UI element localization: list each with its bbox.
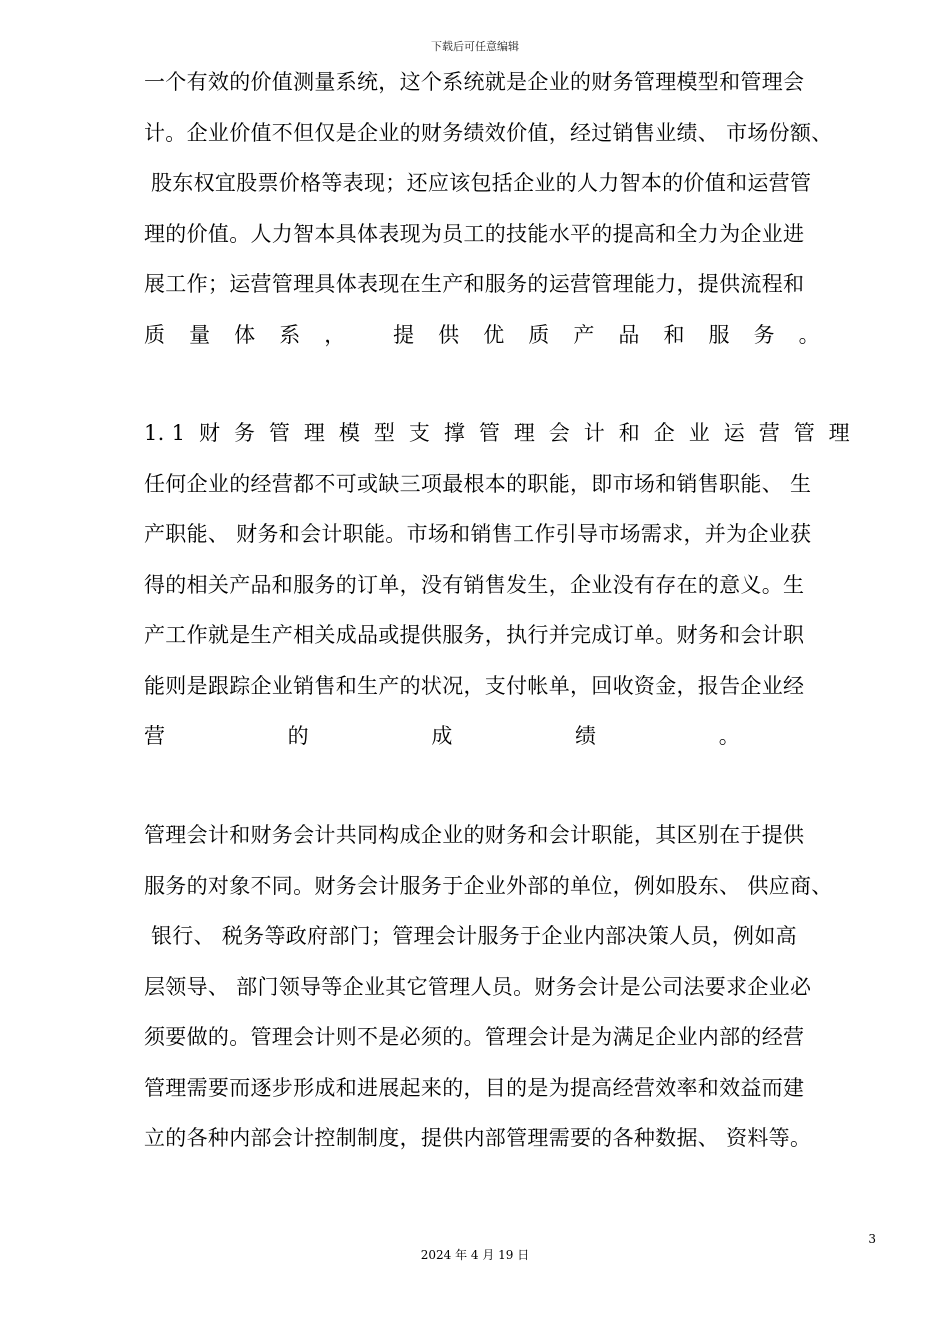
text-line: 一个有效的价值测量系统，这个系统就是企业的财务管理模型和管理会 — [144, 70, 805, 94]
text-line: 得的相关产品和服务的订单，没有销售发生，企业没有存在的意义。生 — [144, 572, 805, 597]
text-line: 层领导、 部门领导等企业其它管理人员。财务会计是公司法要求企业必 — [144, 974, 812, 999]
char: 营 — [144, 724, 166, 748]
text-line: 立的各种内部会计控制制度，提供内部管理需要的各种数据、 资料等。 — [144, 1126, 812, 1150]
text-line: 管理会计和财务会计共同构成企业的财务和会计职能，其区别在于提供 — [144, 823, 805, 847]
heading-char: 营 — [758, 421, 781, 445]
heading-char: 理 — [303, 421, 326, 445]
page-number: 3 — [868, 1232, 876, 1246]
char: 体 — [234, 322, 256, 347]
heading-char: 业 — [688, 421, 711, 445]
heading-char: 撑 — [443, 421, 466, 445]
text-line: 理的价值。人力智本具体表现为员工的技能水平的提高和全力为企业进 — [144, 221, 805, 246]
char: 品 — [618, 322, 640, 347]
heading-char: 运 — [723, 421, 746, 445]
char: 优 — [483, 322, 505, 347]
char: 的 — [287, 724, 309, 748]
paragraph-value-measurement — [144, 57, 888, 360]
text-line: 展工作；运营管理具体表现在生产和服务的运营管理能力，提供流程和 — [144, 272, 805, 296]
char: 产 — [573, 322, 595, 347]
text-line: 任何企业的经营都不可或缺三项最根本的职能，即市场和销售职能、 生 — [144, 471, 812, 496]
char: 绩 — [575, 724, 597, 748]
heading-char: 务 — [233, 421, 256, 445]
char: 质 — [528, 322, 550, 347]
section-heading — [144, 408, 850, 459]
char: 和 — [663, 322, 685, 347]
char: 质 — [144, 322, 166, 347]
text-line-spread — [144, 310, 820, 361]
char: 成 — [431, 724, 453, 748]
page-header: 下载后可任意编辑 — [431, 40, 519, 53]
text-line-spread — [144, 711, 740, 762]
heading-char: 理 — [513, 421, 536, 445]
text-line: 计。企业价值不但仅是企业的财务绩效价值，经过销售业绩、 市场份额、 — [144, 120, 833, 145]
heading-char: 计 — [583, 421, 606, 445]
text-line: 银行、 税务等政府部门；管理会计服务于企业内部决策人员，例如高 — [144, 924, 797, 948]
heading-char: 企 — [653, 421, 676, 445]
heading-char: 型 — [373, 421, 396, 445]
char: 系 — [279, 322, 301, 347]
heading-char: 管 — [793, 421, 815, 445]
text-line: 产职能、 财务和会计职能。市场和销售工作引导市场需求，并为企业获 — [144, 522, 812, 546]
char: 提 — [393, 322, 415, 347]
char: 。 — [718, 724, 740, 748]
heading-char: 和 — [618, 421, 641, 445]
heading-char: 管 — [478, 421, 501, 445]
heading-char: 会 — [548, 421, 571, 445]
section-number: 1. 1 — [144, 421, 186, 445]
text-line: 股东权宜股票价格等表现；还应该包括企业的人力智本的价值和运营管 — [144, 171, 812, 195]
section-1-1 — [144, 408, 888, 762]
page-footer-date: 2024 年 4 月 19 日 — [420, 1248, 530, 1262]
heading-char: 财 — [198, 421, 221, 445]
heading-char: 模 — [338, 421, 361, 445]
heading-char: 管 — [268, 421, 291, 445]
text-line: 须要做的。管理会计则不是必须的。管理会计是为满足企业内部的经营 — [144, 1025, 805, 1049]
char: ， — [324, 322, 346, 347]
text-line: 产工作就是生产相关成品或提供服务，执行并完成订单。财务和会计职 — [144, 623, 805, 647]
char: 服 — [708, 322, 730, 347]
paragraph-management-accounting — [144, 810, 888, 1164]
text-line: 管理需要而逐步形成和进展起来的，目的是为提高经营效率和效益而建 — [144, 1075, 805, 1100]
heading-char: 支 — [408, 421, 431, 445]
char: 供 — [438, 322, 460, 347]
text-line: 服务的对象不同。财务会计服务于企业外部的单位，例如股东、 供应商、 — [144, 873, 833, 898]
heading-char: 理 — [828, 421, 850, 445]
text-line: 能则是跟踪企业销售和生产的状况，支付帐单，回收资金，报告企业经 — [144, 673, 805, 698]
char: 。 — [798, 322, 820, 347]
char: 量 — [189, 322, 211, 347]
char: 务 — [753, 322, 775, 347]
